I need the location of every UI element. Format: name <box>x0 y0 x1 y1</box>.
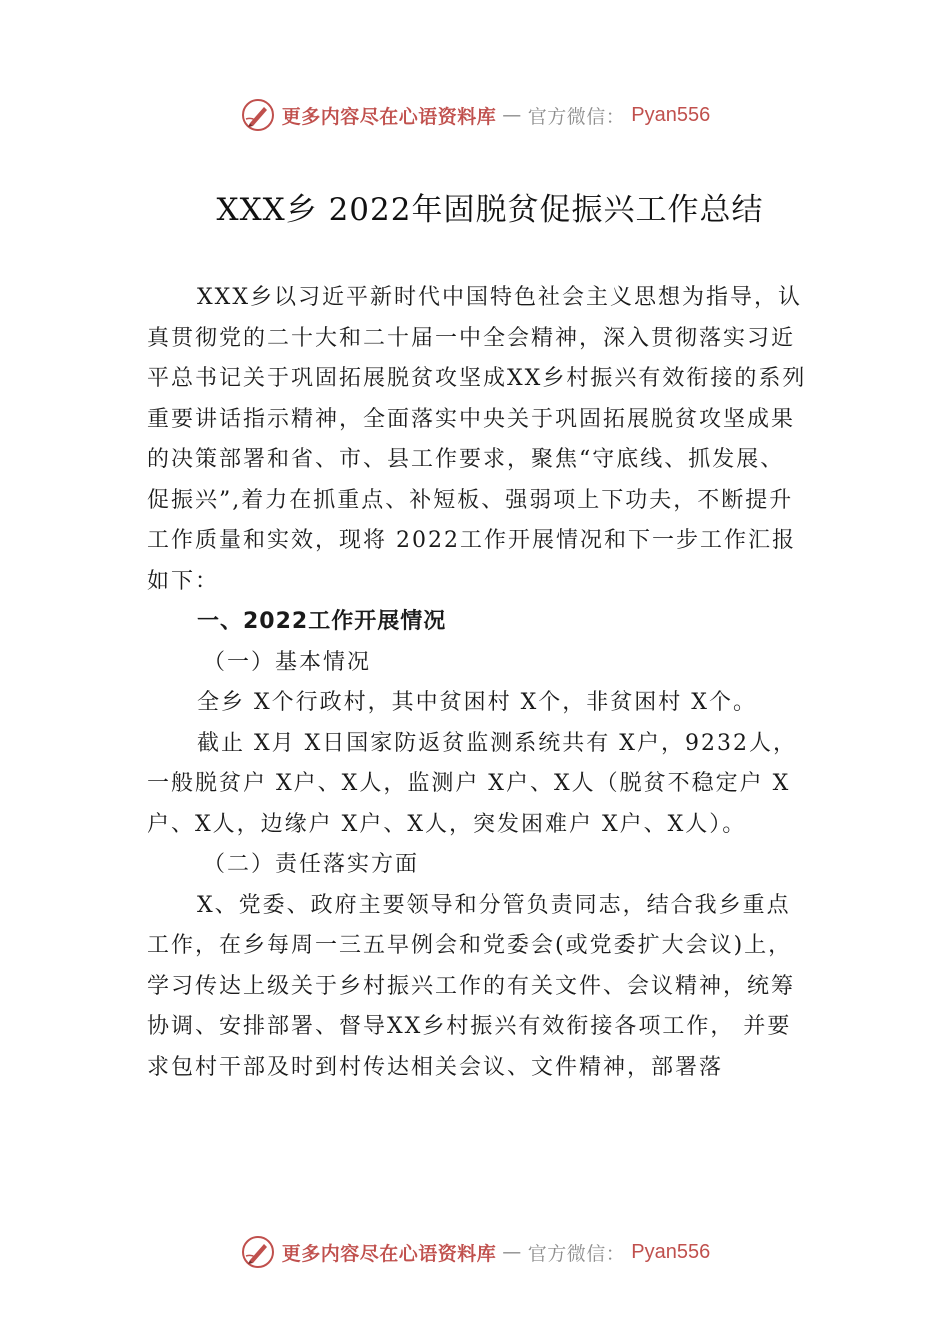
document-body <box>147 278 807 1088</box>
basic-paragraph-1: 全乡 X个行政村，其中贫困村 X个，非贫困村 X个。 <box>197 690 757 715</box>
watermark-group <box>240 97 711 133</box>
watermark-contact-id: Pyan556 <box>631 103 711 126</box>
watermark-contact-id: Pyan556 <box>631 1240 711 1263</box>
watermark-header <box>0 95 950 135</box>
watermark-brand: 更多内容尽在心语资料库 <box>281 105 497 128</box>
watermark-brand: 更多内容尽在心语资料库 <box>281 1242 497 1265</box>
section-heading-1: 一、2022工作开展情况 <box>197 609 447 634</box>
watermark-contact-label: 官方微信： <box>527 1242 626 1265</box>
watermark-separator: — <box>502 104 522 126</box>
watermark-footer <box>0 1232 950 1272</box>
intro-paragraph: XXX乡以习近平新时代中国特色社会主义思想为指导，认真贯彻党的二十大和二十届一中全会精神，深入贯彻落实习近平总书记关于巩固拓展脱贫攻坚成XX乡村振兴有效衔接的系列重要讲话指示精神，全面落实中央关于巩固拓展脱贫攻坚成果的决策部署和省、市、县工作要求，聚焦“守底线、抓发展、促振兴”,着力在抓重点、补短板、强弱项上下功夫，不断提升工作质量和实效，现将 2022工作开展情况和下一步工作汇报如下： <box>147 285 807 594</box>
responsibility-paragraph-1: X、党委、政府主要领导和分管负责同志，结合我乡重点工作，在乡每周一三五早例会和党委会(或党委扩大会议)上，学习传达上级关于乡村振兴工作的有关文件、会议精神，统筹协调、安排部署、督导XX乡村振兴有效衔接各项工作， 并要求包村干部及时到村传达相关会议、文件精神，部署落 <box>147 892 796 1080</box>
watermark-contact-label: 官方微信： <box>527 105 626 128</box>
watermark-separator: — <box>502 1241 522 1263</box>
document-title: XXX乡 2022年固脱贫促振兴工作总结 <box>216 192 764 228</box>
subsection-heading-basic: （一）基本情况 <box>203 649 372 675</box>
watermark-group <box>240 1234 711 1270</box>
basic-paragraph-2: 截止 X月 X日国家防返贫监测系统共有 X户，9232人，一般脱贫户 X户、X人，监测户 X户、X人（脱贫不稳定户 X户、X人，边缘户 X户、X人，突发困难户 X户、X人）。 <box>147 730 797 837</box>
pen-logo-icon <box>240 97 276 133</box>
subsection-heading-responsibility: （二）责任落实方面 <box>203 852 420 877</box>
pen-logo-icon <box>240 1234 276 1270</box>
